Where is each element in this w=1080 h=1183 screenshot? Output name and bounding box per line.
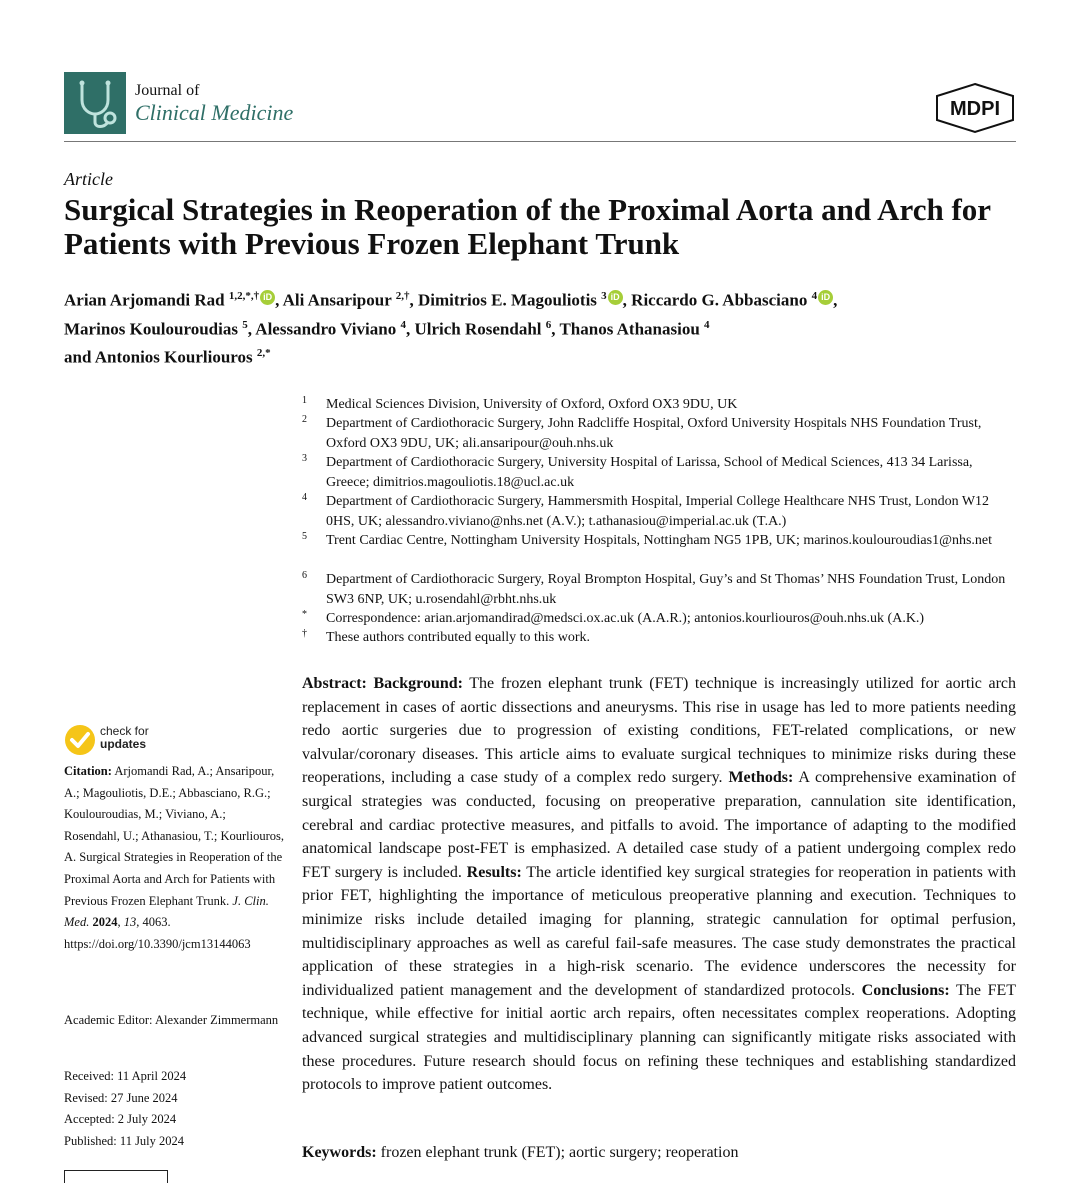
author-name[interactable]: Riccardo G. Abbasciano	[631, 290, 808, 310]
citation-block: Citation: Arjomandi Rad, A.; Ansaripour, A.; Magouliotis, D.E.; Abbasciano, R.G.; Koulouroudias, M.; Viviano, A.; Rosendahl, U.; Athanasiou, T.; Kourliouros, A. Surgical Strategies in Reoperation of the Proximal Aorta and Arch for Patients with Previous Frozen Elephant Trunk. J. Clin. Med. 2024, 13, 4063. https://doi.org/10.3390/jcm13144063	[64, 764, 285, 951]
keywords	[302, 1141, 1016, 1164]
affiliation-text: Trent Cardiac Centre, Nottingham University Hospitals, Nottingham NG5 1PB, UK; marinos.koulouroudias1@nhs.net	[326, 533, 993, 548]
affiliation-text: Department of Cardiothoracic Surgery, Hammersmith Hospital, Imperial College Healthcare NHS Trust, London W12 0HS, UK; alessandro.viviano@nhs.net (A.V.); t.athanasiou@imperial.ac.uk (T.A.)	[326, 494, 990, 529]
accepted-date: Accepted: 2 July 2024	[64, 1112, 177, 1126]
stethoscope-icon	[64, 72, 126, 134]
citation-label: Citation:	[64, 764, 112, 778]
abstract	[302, 672, 1016, 1097]
author-affiliation-sup: 2,†	[395, 290, 410, 302]
academic-editor: Academic Editor: Alexander Zimmermann	[64, 1013, 279, 1027]
author-name[interactable]: Dimitrios E. Magouliotis	[417, 290, 597, 310]
citation-text: Arjomandi Rad, A.; Ansaripour, A.; Magouliotis, D.E.; Abbasciano, R.G.; Koulouroudias, M.; Viviano, A.; Rosendahl, U.; Athanasiou, T.; Kourliouros, A. Surgical Strategies in Reoperation of the Proximal Aorta and Arch for Patients with Previous Frozen Elephant Trunk.	[64, 764, 285, 908]
author-affiliation-sup: 4	[704, 318, 710, 331]
citation-year: 2024	[92, 915, 118, 930]
article-title: Surgical Strategies in Reoperation of the Proximal Aorta and Arch for Patients with Previous Frozen Elephant Trunk	[64, 192, 991, 261]
methods-label: Methods:	[728, 769, 794, 787]
results-text: The article identified key surgical strategies for reoperation in patients with prior FET, highlighting the importance of meticulous preoperative planning and execution. Techniques to minimize risks include detailed imaging for planning, strategic cannulation for optimal perfusion, multidisciplinary approaches as well as careful fail-safe measures. The case study demonstrates the practical application of these strategies in a high-risk scenario. The evidence underscores the necessity for individualized patient management and the development of standardized protocols.	[302, 863, 1017, 999]
orcid-icon[interactable]: iD	[818, 290, 833, 305]
author-affiliation-sup: 1,2,*,†	[228, 290, 260, 302]
journal-name-line1: Journal of	[135, 82, 200, 99]
affiliation-number: †	[302, 628, 307, 639]
affiliation-text: Medical Sciences Division, University of Oxford, Oxford OX3 9DU, UK	[326, 397, 738, 412]
license-badge[interactable]	[64, 1170, 168, 1183]
author-name[interactable]: Antonios Kourliouros	[94, 347, 253, 367]
author-name[interactable]: Arian Arjomandi Rad	[64, 290, 225, 310]
author-affiliation-sup: 4	[811, 290, 818, 302]
check-for-updates-button[interactable]	[100, 725, 149, 751]
affiliation-text: Department of Cardiothoracic Surgery, University Hospital of Larissa, School of Medical Sciences, 413 34 Larissa, Greece; dimitrios.magouliotis.18@ucl.ac.uk	[326, 455, 973, 490]
author-affiliation-sup: 6	[545, 318, 552, 331]
published-date: Published: 11 July 2024	[64, 1134, 185, 1148]
check-for-updates-line2: updates	[100, 737, 147, 751]
citation-pages: 4063.	[142, 915, 171, 930]
equal-contribution-note: These authors contributed equally to this work.	[326, 630, 590, 645]
background-label: Background:	[373, 675, 463, 692]
affiliation-number: 5	[302, 531, 307, 542]
correspondence-text: Correspondence: arian.arjomandirad@medsci.ox.ac.uk (A.A.R.); antonios.kourliouros@ouh.nhs.uk (A.K.)	[326, 611, 925, 626]
author-name[interactable]: Alessandro Viviano	[255, 319, 397, 339]
background-text: The frozen elephant trunk (FET) technique is increasingly utilized for aortic arch replacement in cases of aortic dissections and aneurysms. This rise in usage has led to more patients needing redo aortic surgeries due to progression of existing conditions, FET-related complications, or new valvular/coronary diseases. This article aims to evaluate surgical techniques to minimize risks during these reoperations, including a case study of a complex redo surgery.	[302, 675, 1017, 787]
mdpi-logo	[934, 82, 1016, 134]
check-for-updates-icon[interactable]	[64, 724, 96, 756]
author-name[interactable]: Ulrich Rosendahl	[414, 319, 542, 339]
received-date: Received: 11 April 2024	[64, 1069, 187, 1083]
affiliation-number: 6	[302, 570, 307, 581]
keywords-label: Keywords:	[302, 1144, 377, 1161]
author-list: Arian Arjomandi Rad $^{1,2,*,\dagger}$ iD , Ali Ansaripour $^{2,\dagger}$, Dimitrios E. Magouliotis $^3$ iD , Riccardo G. Abbasciano $^4$ iD , Marinos Koulouroudias $^5$, Alessandro Viviano $^4$, Ulrich Rosendahl $^6$, Thanos Athanasiou $^4$ and Antonios Kourliouros $^{2,*}$	[64, 290, 838, 367]
article-type: Article	[64, 169, 113, 189]
journal-name-line2: Clinical Medicine	[135, 100, 294, 125]
orcid-icon[interactable]: iD	[260, 290, 275, 305]
citation-doi-link[interactable]: https://doi.org/10.3390/jcm13144063	[64, 936, 251, 951]
author-affiliation-sup: 2,*	[256, 347, 271, 360]
methods-text: A comprehensive examination of surgical strategies was conducted, focusing on preoperative preparation, cannulation site identification, cerebral and cardiac protective measures, and pitfalls to avoid. The importance of adapting to the modified anatomical landscape post-FET is emphasized. A detailed case study of a patient undergoing complex redo FET surgery is included.	[302, 769, 1017, 881]
conclusions-label: Conclusions:	[861, 981, 950, 999]
affiliation-text: Department of Cardiothoracic Surgery, John Radcliffe Hospital, Oxford University Hospitals NHS Foundation Trust, Oxford OX3 9DU, UK; ali.ansaripour@ouh.nhs.uk	[326, 416, 982, 451]
orcid-icon[interactable]: iD	[608, 290, 623, 305]
header-divider	[64, 141, 1016, 142]
revised-date: Revised: 27 June 2024	[64, 1091, 178, 1105]
citation-journal: J. Clin. Med.	[64, 893, 269, 930]
author-affiliation-sup: 5	[242, 318, 248, 331]
affiliation-text: Department of Cardiothoracic Surgery, Royal Brompton Hospital, Guy’s and St Thomas’ NHS Foundation Trust, London SW3 6NP, UK; u.rosendahl@rbht.nhs.uk	[326, 572, 1006, 607]
affiliation-number: 4	[302, 492, 307, 503]
affiliation-number: 3	[302, 453, 307, 464]
check-for-updates-line1: check for	[100, 724, 149, 738]
citation-volume: 13	[123, 915, 137, 930]
author-name[interactable]: Thanos Athanasiou	[559, 319, 700, 339]
affiliation-number: *	[302, 609, 307, 620]
journal-logo	[64, 72, 126, 134]
conclusions-text: The FET technique, while effective for initial aortic arch repairs, often necessitates complex reoperations. Adopting advanced surgical strategies and multidisciplinary planning can significantly mitigate risks associated with these procedures. Future research should focus on refining these techniques and establishing standardized protocols to improve patient outcomes.	[302, 981, 1017, 1094]
abstract-label: Abstract:	[302, 675, 367, 692]
keywords-text: frozen elephant trunk (FET); aortic surgery; reoperation	[380, 1144, 739, 1161]
affiliation-number: 1	[302, 395, 307, 406]
author-affiliation-sup: 4	[400, 318, 406, 331]
affiliation-number: 2	[302, 414, 307, 425]
results-label: Results:	[466, 863, 522, 881]
author-conjunction: and	[64, 347, 92, 367]
author-affiliation-sup: 3	[601, 290, 607, 302]
publisher-name: MDPI	[950, 98, 1000, 120]
author-name[interactable]: Marinos Koulouroudias	[64, 319, 238, 339]
author-name[interactable]: Ali Ansaripour	[282, 290, 392, 310]
